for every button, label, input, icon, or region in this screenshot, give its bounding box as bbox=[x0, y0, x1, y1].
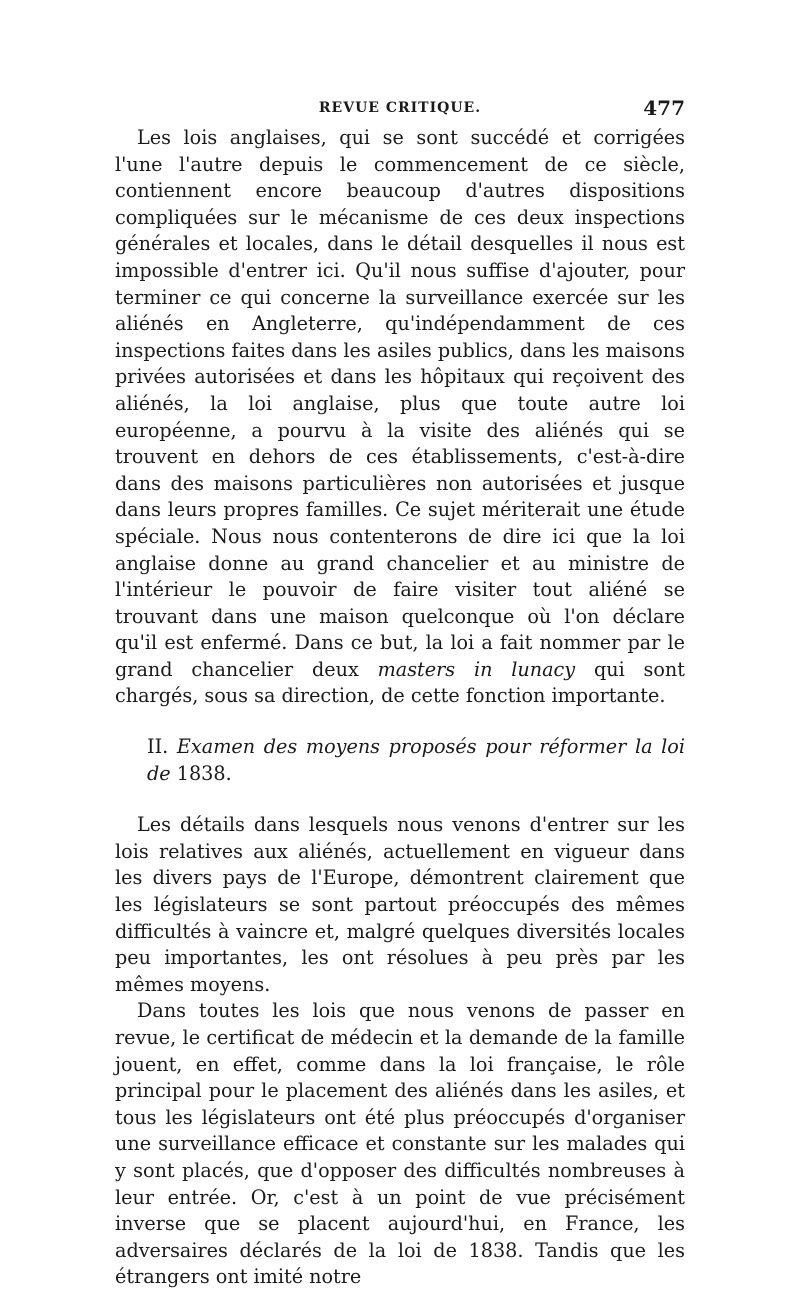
paragraph-1-end: qui sont chargés, sous sa direction, de cette fonction importante. bbox=[115, 657, 685, 708]
paragraph-1 bbox=[115, 125, 685, 710]
page-header bbox=[115, 96, 685, 126]
running-head: REVUE CRITIQUE. bbox=[318, 100, 482, 116]
paragraph-1-italic-term: masters in lunacy bbox=[377, 657, 576, 681]
paragraph-1-text: Les lois anglaises, qui se sont succédé et corrigées l'une l'autre depuis le commencement de ce siècle, contiennent encore beaucoup d'autres dispositions compliquées sur le mécanisme de ces deux inspections générales et locales, dans le détail desquelles il nous est impossible d'entrer ici. Qu'il nous suffise d'ajouter, pour terminer ce qui concerne la surveillance exercée sur les aliénés en Angleterre, qu'indépendamment de ces inspections faites dans les asiles publics, dans les maisons privées autorisées et dans les hôpitaux qui reçoivent des aliénés, la loi anglaise, plus que toute autre loi européenne, a pourvu à la visite des aliénés qui se trouvent en dehors de ces établissements, c'est-à-dire dans des maisons particulières non autorisées et jusque dans leurs propres familles. Ce sujet mériterait une étude spéciale. Nous nous contenterons de dire ici que la loi anglaise donne au grand chancelier et au ministre de l'intérieur le pouvoir de faire visiter tout aliéné se trouvant dans une maison quelconque où l'on déclare qu'il est enfermé. Dans ce but, la loi a fait nommer par le grand chancelier deux bbox=[115, 126, 685, 681]
paragraph-3: Dans toutes les lois que nous venons de passer en revue, le certificat de médecin et la demande de la famille jouent, en effet, comme dans la loi française, le rôle principal pour le placement des aliénés dans les asiles, et tous les législateurs ont été plus préoccupés d'organiser une surveillance efficace et constante sur les malades qui y sont placés, que d'opposer des difficultés nombreuses à leur entrée. Or, c'est à un point de vue précisément inverse que se placent aujourd'hui, en France, les adversaires déclarés de la loi de 1838. Tandis que les étrangers ont imité notre bbox=[115, 999, 685, 1289]
section-year: 1838. bbox=[176, 761, 232, 785]
section-heading bbox=[115, 734, 685, 787]
section-title: Examen des moyens proposés pour réformer la loi de bbox=[147, 735, 685, 785]
paragraph-2: Les détails dans lesquels nous venons d'entrer sur les lois relatives aux aliénés, actuellement en vigueur dans les divers pays de l'Europe, démontrent clairement que les législateurs se sont partout préoccupés des mêmes difficultés à vaincre et, malgré quelques diversités locales peu importantes, les ont résolues à peu près par les mêmes moyens. bbox=[115, 813, 685, 996]
body-text bbox=[115, 125, 685, 1291]
section-numeral: II. bbox=[147, 735, 169, 759]
page-number: 477 bbox=[643, 96, 685, 120]
